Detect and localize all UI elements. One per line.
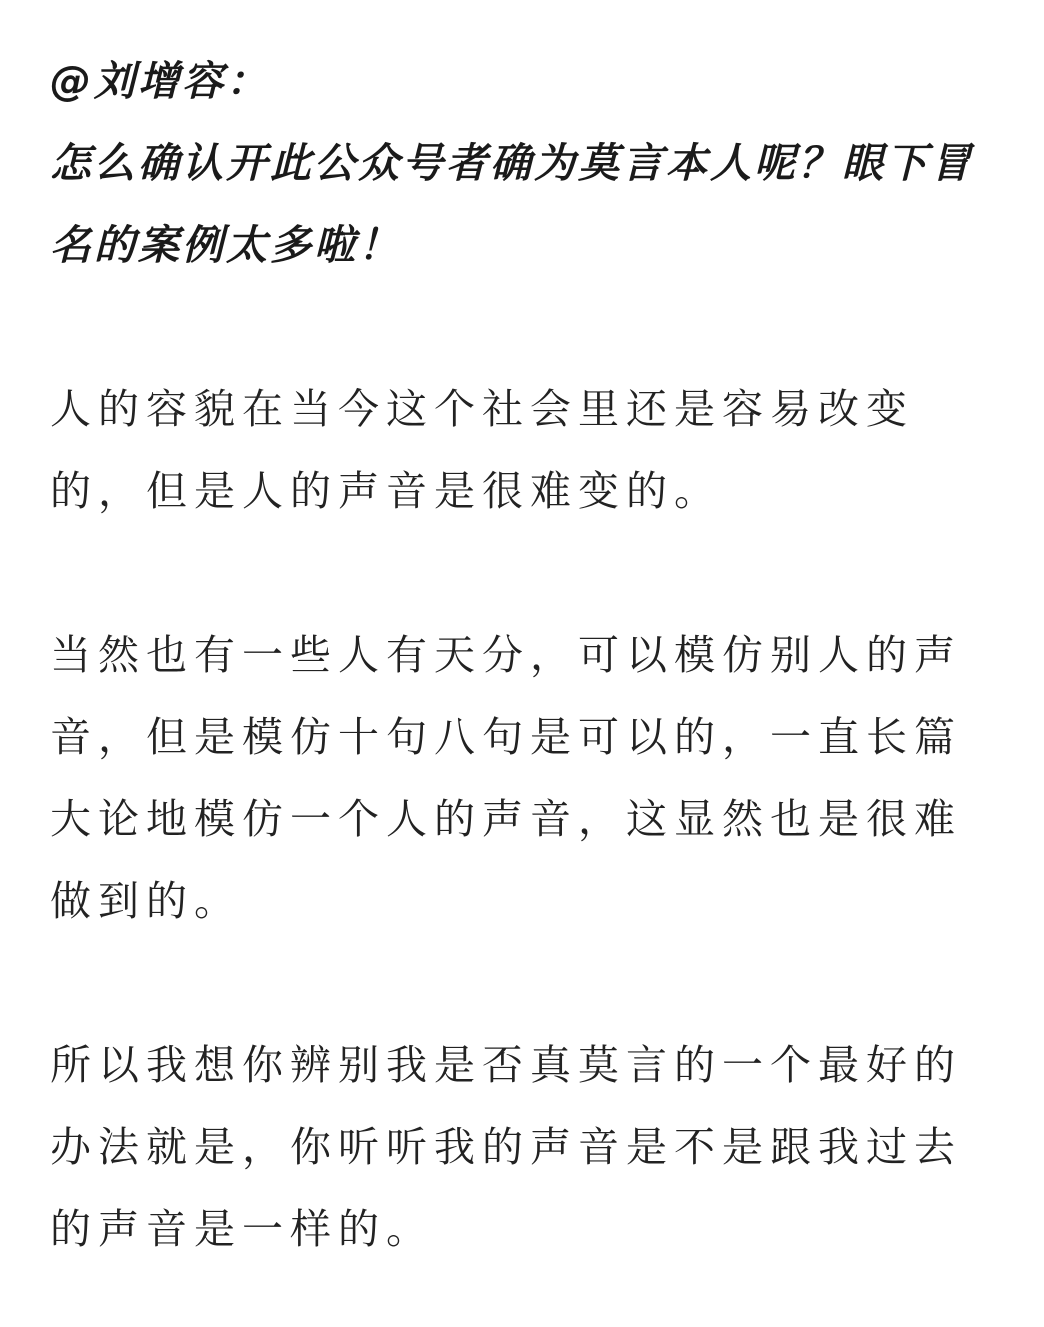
article-body — [50, 40, 980, 1270]
question-author: @刘增容： — [50, 57, 270, 105]
spacer — [50, 532, 980, 614]
question-text: 怎么确认开此公众号者确为莫言本人呢？眼下冒名的案例太多啦！ — [50, 139, 974, 269]
answer-paragraph-1: 人的容貌在当今这个社会里还是容易改变的，但是人的声音是很难变的。 — [50, 385, 914, 515]
answer-paragraph-3: 所以我想你辨别我是否真莫言的一个最好的办法就是，你听听我的声音是不是跟我过去的声音是一样的。 — [50, 1041, 962, 1253]
spacer — [50, 286, 980, 368]
spacer — [50, 942, 980, 1024]
answer-paragraph-2: 当然也有一些人有天分，可以模仿别人的声音，但是模仿十句八句是可以的，一直长篇大论地模仿一个人的声音，这显然也是很难做到的。 — [50, 631, 962, 925]
reader-question — [50, 40, 980, 286]
